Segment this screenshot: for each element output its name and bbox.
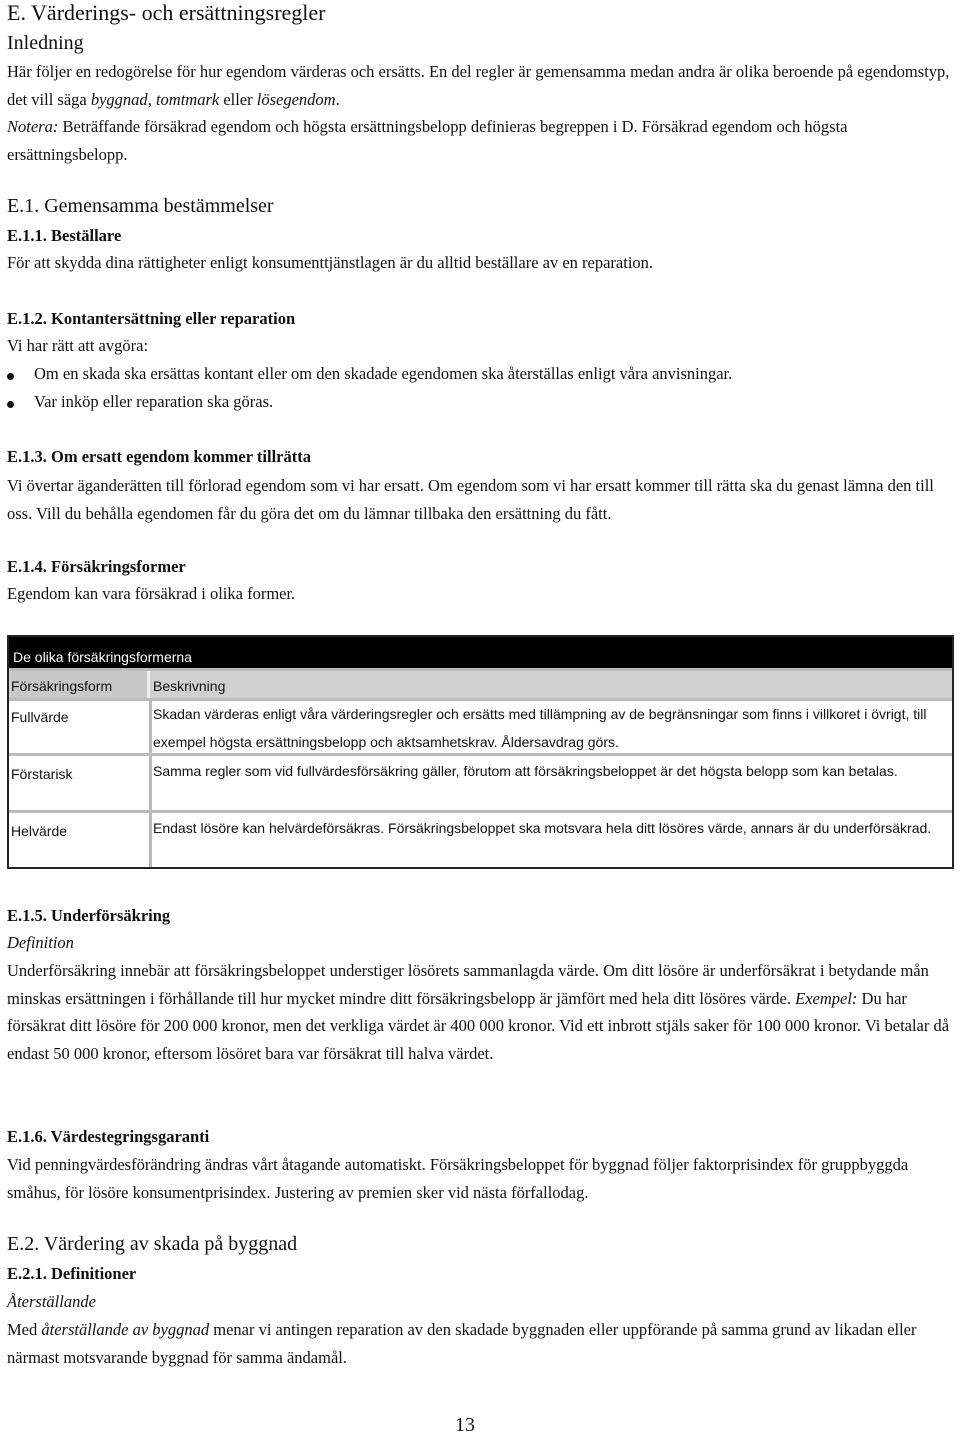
section-title: E. Värderings- och ersättningsregler (7, 0, 326, 25)
table-header (9, 671, 952, 701)
table-cell-description: Samma regler som vid fullvärdesförsäkring gäller, förutom att försäkringsbeloppet är det högsta belopp som kan betalas. (153, 763, 898, 779)
e16-text: Vid penningvärdesförändring ändras vårt åtagande automatiskt. Försäkringsbeloppet för byggnad följer faktorprisindex för gruppbyggda småhus, för lösöre konsumentprisindex. Justering av premien sker vid nästa förfallodag. (7, 1155, 909, 1202)
bullet-icon (7, 401, 14, 408)
e11-heading: E.1.1. Beställare (7, 226, 122, 245)
note-paragraph: Notera: Beträffande försäkrad egendom och högsta ersättningsbelopp definieras begreppen i D. Försäkrad egendom och högsta ersättningsbelopp. (7, 117, 848, 164)
e15-subheading: Definition (7, 933, 74, 952)
page-number: 13 (455, 1414, 475, 1436)
e15-heading: E.1.5. Underförsäkring (7, 906, 171, 925)
e13-heading: E.1.3. Om ersatt egendom kommer tillrätta (7, 447, 311, 466)
table-cell-description: Endast lösöre kan helvärdeförsäkras. Försäkringsbeloppet ska motsvara hela ditt lösöres värde, annars är du underförsäkrad. (153, 820, 932, 836)
table-title-bar (9, 637, 952, 671)
e2-heading: E.2. Värdering av skada på byggnad (7, 1233, 298, 1255)
example-label: Exempel: (795, 988, 858, 1008)
intro-heading: Inledning (7, 32, 84, 54)
insurance-forms-table (7, 635, 954, 869)
column-header-description: Beskrivning (153, 678, 226, 694)
e14-heading: E.1.4. Försäkringsformer (7, 557, 186, 576)
e21-heading: E.2.1. Definitioner (7, 1264, 137, 1283)
table-cell-form: Förstarisk (11, 766, 73, 782)
e12-intro: Vi har rätt att avgöra: (7, 336, 149, 355)
column-header-form: Försäkringsform (11, 678, 113, 694)
e14-text: Egendom kan vara försäkrad i olika former. (7, 584, 296, 603)
e13-text: Vi övertar äganderätten till förlorad egendom som vi har ersatt. Om egendom som vi har ersatt kommer till rätta ska du genast lämna den till oss. Vill du behålla egendomen får du göra det om du lämnar tillbaka den ersättning du fått. (7, 476, 934, 523)
table-cell-form: Helvärde (11, 823, 68, 839)
bullet-icon (7, 373, 14, 380)
e21-subheading: Återställande (7, 1292, 96, 1311)
note-label: Notera: (7, 117, 59, 136)
e15-text: Underförsäkring innebär att försäkringsbeloppet understiger lösörets sammanlagda värde. Om ditt lösöre är underförsäkrat i betydande mån minskas ersättningen i förhållande till hur mycket mindre ditt försäkringsbelopp är jämfört med hela ditt lösöres värde. Exempel: Du har försäkrat ditt lösöre för 200 000 kronor, men det verkliga värdet är 400 000 kronor. Vid ett inbrott stjäls saker för 100 000 kronor. Vi betalar då endast 50 000 kronor, eftersom lösöret bara var försäkrat till halva värdet. (7, 961, 950, 1064)
e11-text: För att skydda dina rättigheter enligt konsumenttjänstlagen är du alltid beställare av en reparation. (7, 253, 654, 272)
intro-paragraph: Här följer en redogörelse för hur egendom värderas och ersätts. En del regler är gemensamma medan andra är olika beroende på egendomstyp, det vill säga byggnad, tomtmark eller lösegendom. (7, 62, 950, 109)
e21-text: Med återställande av byggnad menar vi antingen reparation av den skadade byggnaden eller uppförande på samma grund av likadan eller närmast motsvarande byggnad för samma ändamål. (7, 1320, 917, 1367)
e16-heading: E.1.6. Värdestegringsgaranti (7, 1127, 210, 1146)
table-cell-description: Skadan värderas enligt våra värderingsregler och ersätts med tillämpning av de begränsningar som finns i villkoret i övrigt, till exempel högsta ersättningsbelopp och aktsamhetskrav. Åldersavdrag görs. (153, 706, 927, 750)
table-title: De olika försäkringsformerna (13, 649, 192, 665)
e1-heading: E.1. Gemensamma bestämmelser (7, 195, 274, 217)
table-cell-form: Fullvärde (11, 709, 69, 725)
e12-heading: E.1.2. Kontantersättning eller reparation (7, 309, 296, 328)
